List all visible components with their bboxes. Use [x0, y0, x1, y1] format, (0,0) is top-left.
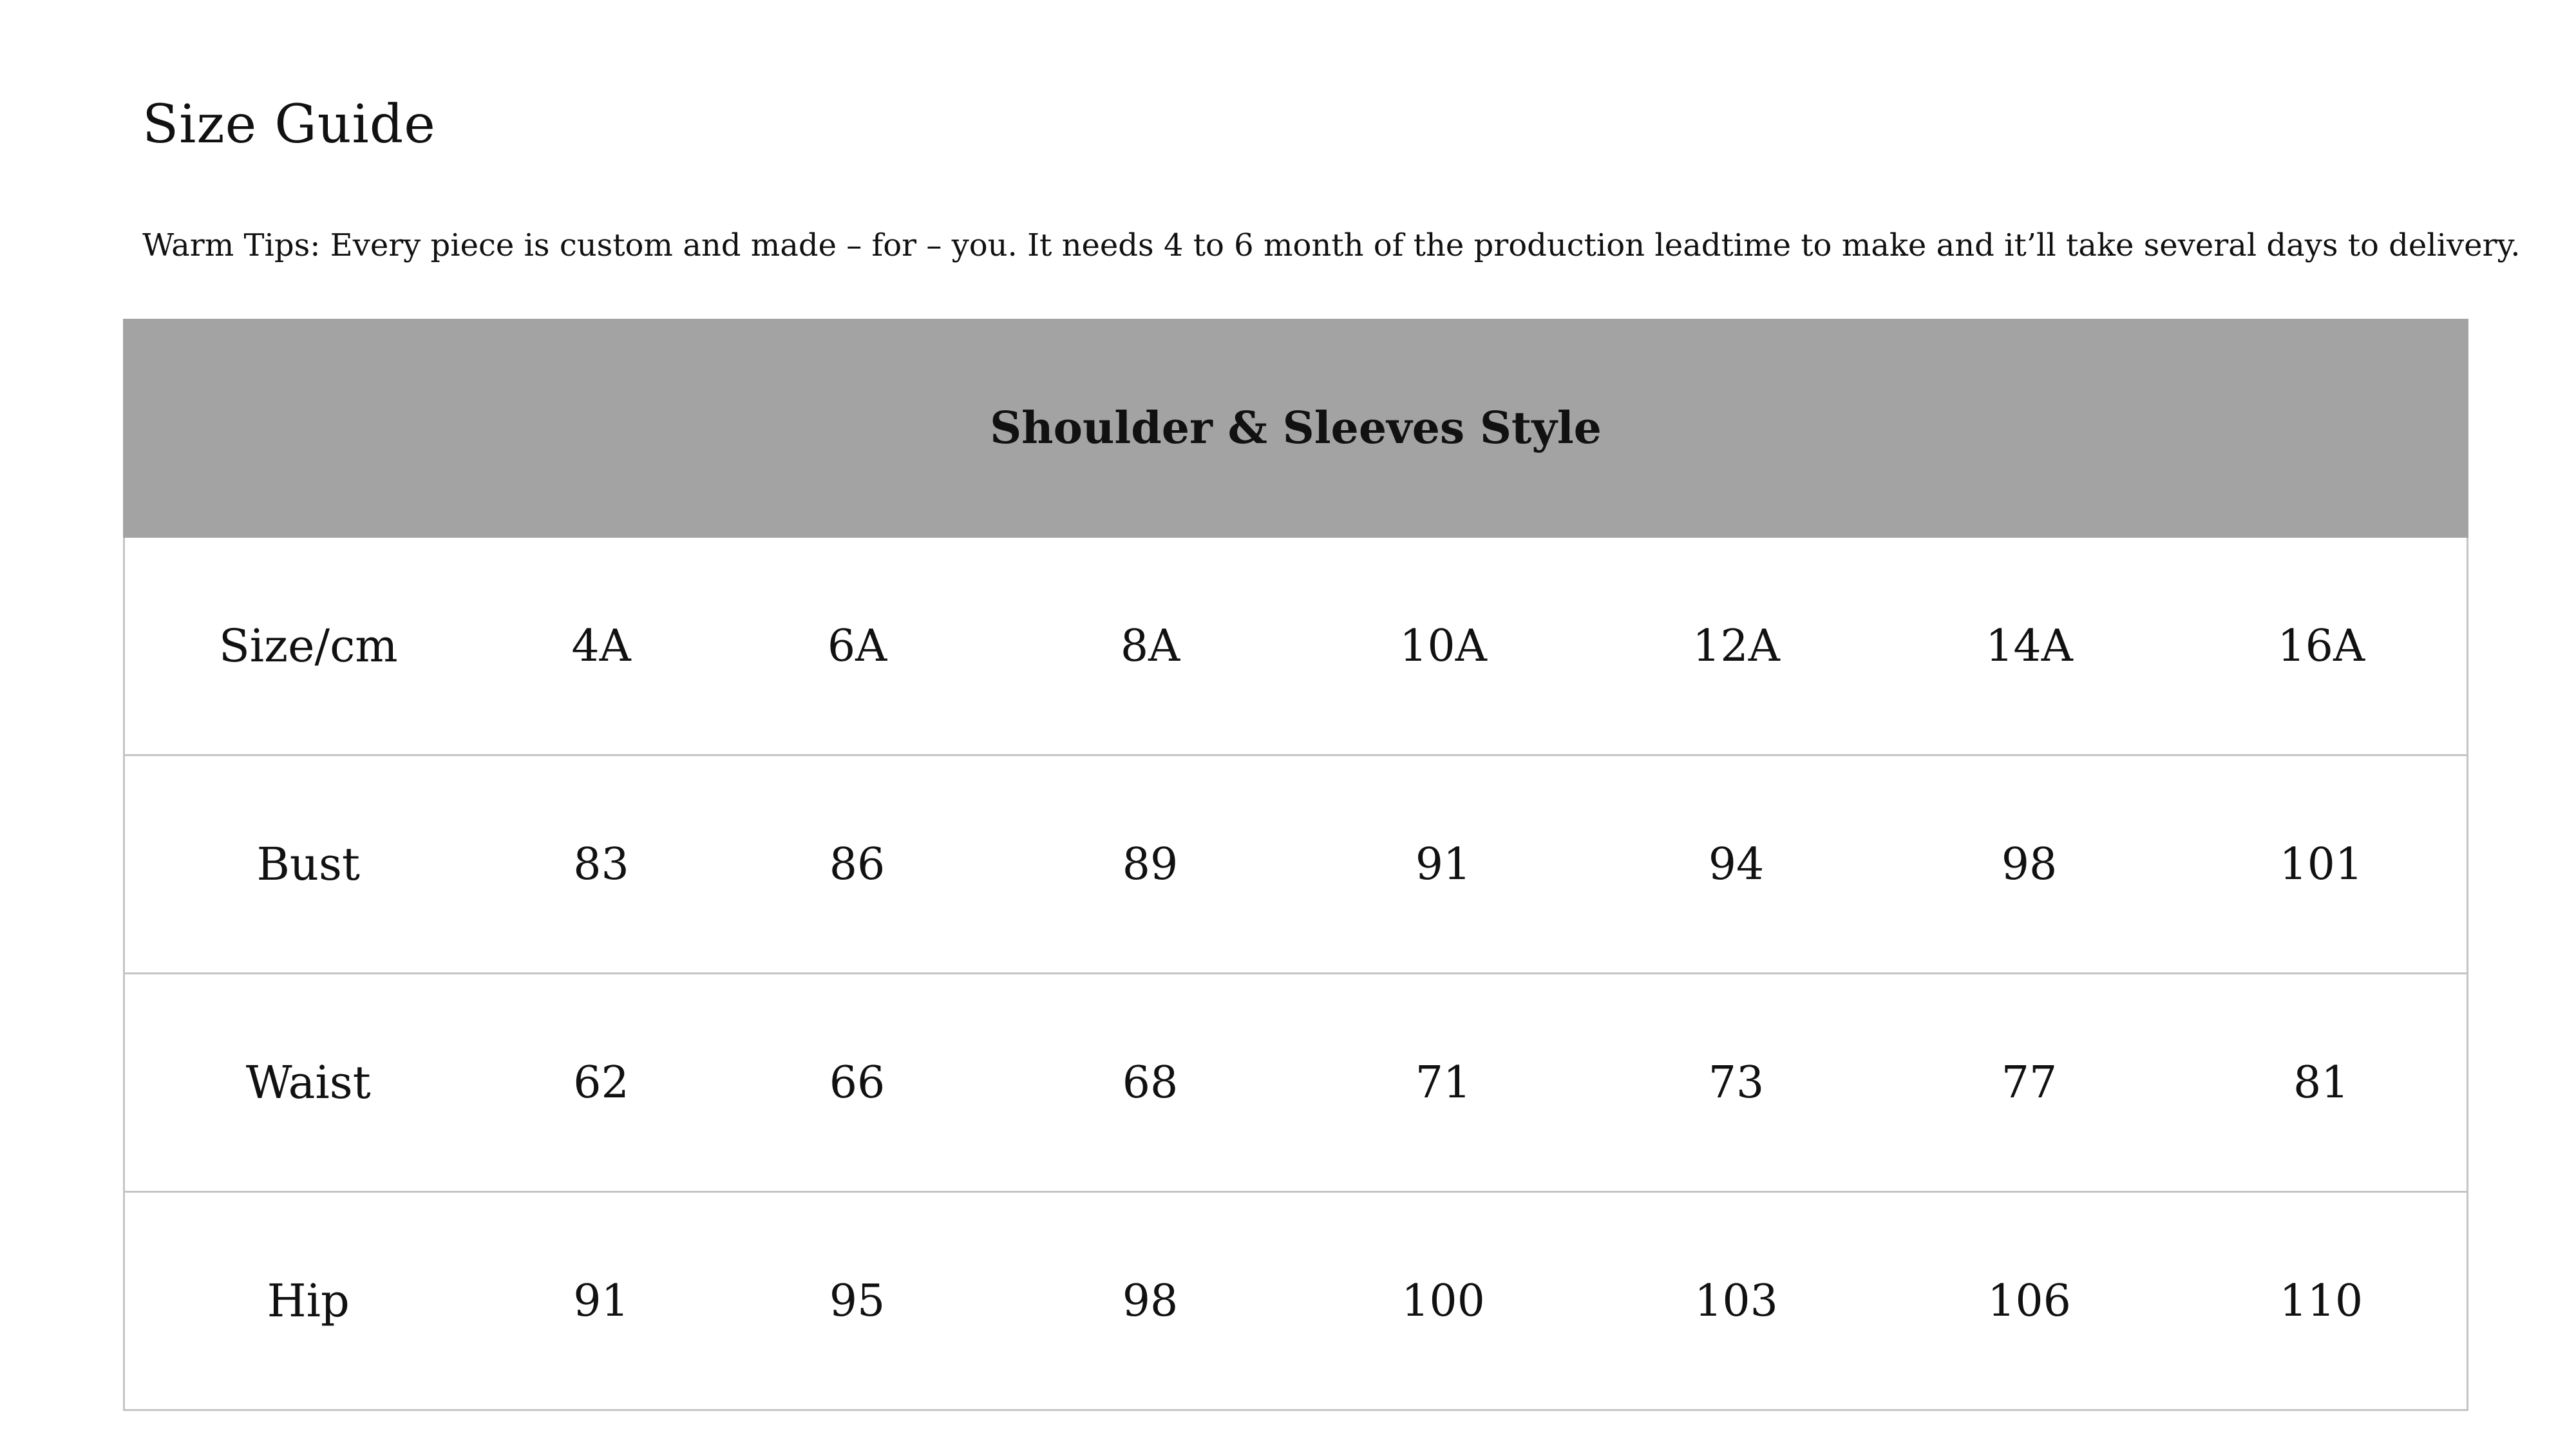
table-cell: 71 — [1297, 974, 1590, 1192]
warm-tips-text: Warm Tips: Every piece is custom and made – for – you. It needs 4 to 6 month of the production leadtime to make and it’ll take several days to delivery. — [142, 227, 2521, 263]
size-guide-table — [123, 319, 2468, 1411]
table-cell: 94 — [1590, 755, 1883, 974]
table-cell: 77 — [1883, 974, 2176, 1192]
table-cell: 100 — [1297, 1192, 1590, 1410]
table-row-bust — [124, 755, 2468, 974]
table-cell: 14A — [1883, 537, 2176, 755]
table-header-row — [124, 320, 2468, 537]
table-row-size — [124, 537, 2468, 755]
table-cell: 106 — [1883, 1192, 2176, 1410]
row-label: Waist — [124, 974, 492, 1192]
table-cell: 83 — [492, 755, 711, 974]
table-cell: 4A — [492, 537, 711, 755]
table-cell: 98 — [1004, 1192, 1297, 1410]
table-cell: 68 — [1004, 974, 1297, 1192]
page-title: Size Guide — [142, 94, 436, 155]
table-cell: 81 — [2176, 974, 2468, 1192]
table-cell: 10A — [1297, 537, 1590, 755]
table-cell: 8A — [1004, 537, 1297, 755]
table-cell: 66 — [711, 974, 1004, 1192]
table-cell: 91 — [492, 1192, 711, 1410]
row-label: Bust — [124, 755, 492, 974]
table-cell: 86 — [711, 755, 1004, 974]
table-cell: 16A — [2176, 537, 2468, 755]
table-cell: 62 — [492, 974, 711, 1192]
table-cell: 110 — [2176, 1192, 2468, 1410]
table-cell: 101 — [2176, 755, 2468, 974]
table-cell: 91 — [1297, 755, 1590, 974]
table-row-waist — [124, 974, 2468, 1192]
row-label: Hip — [124, 1192, 492, 1410]
table-cell: 98 — [1883, 755, 2176, 974]
row-label: Size/cm — [124, 537, 492, 755]
table-cell: 12A — [1590, 537, 1883, 755]
table-cell: 73 — [1590, 974, 1883, 1192]
table-cell: 89 — [1004, 755, 1297, 974]
table-style-header: Shoulder & Sleeves Style — [124, 320, 2468, 537]
table-row-hip — [124, 1192, 2468, 1410]
table-cell: 6A — [711, 537, 1004, 755]
table-cell: 95 — [711, 1192, 1004, 1410]
table-cell: 103 — [1590, 1192, 1883, 1410]
